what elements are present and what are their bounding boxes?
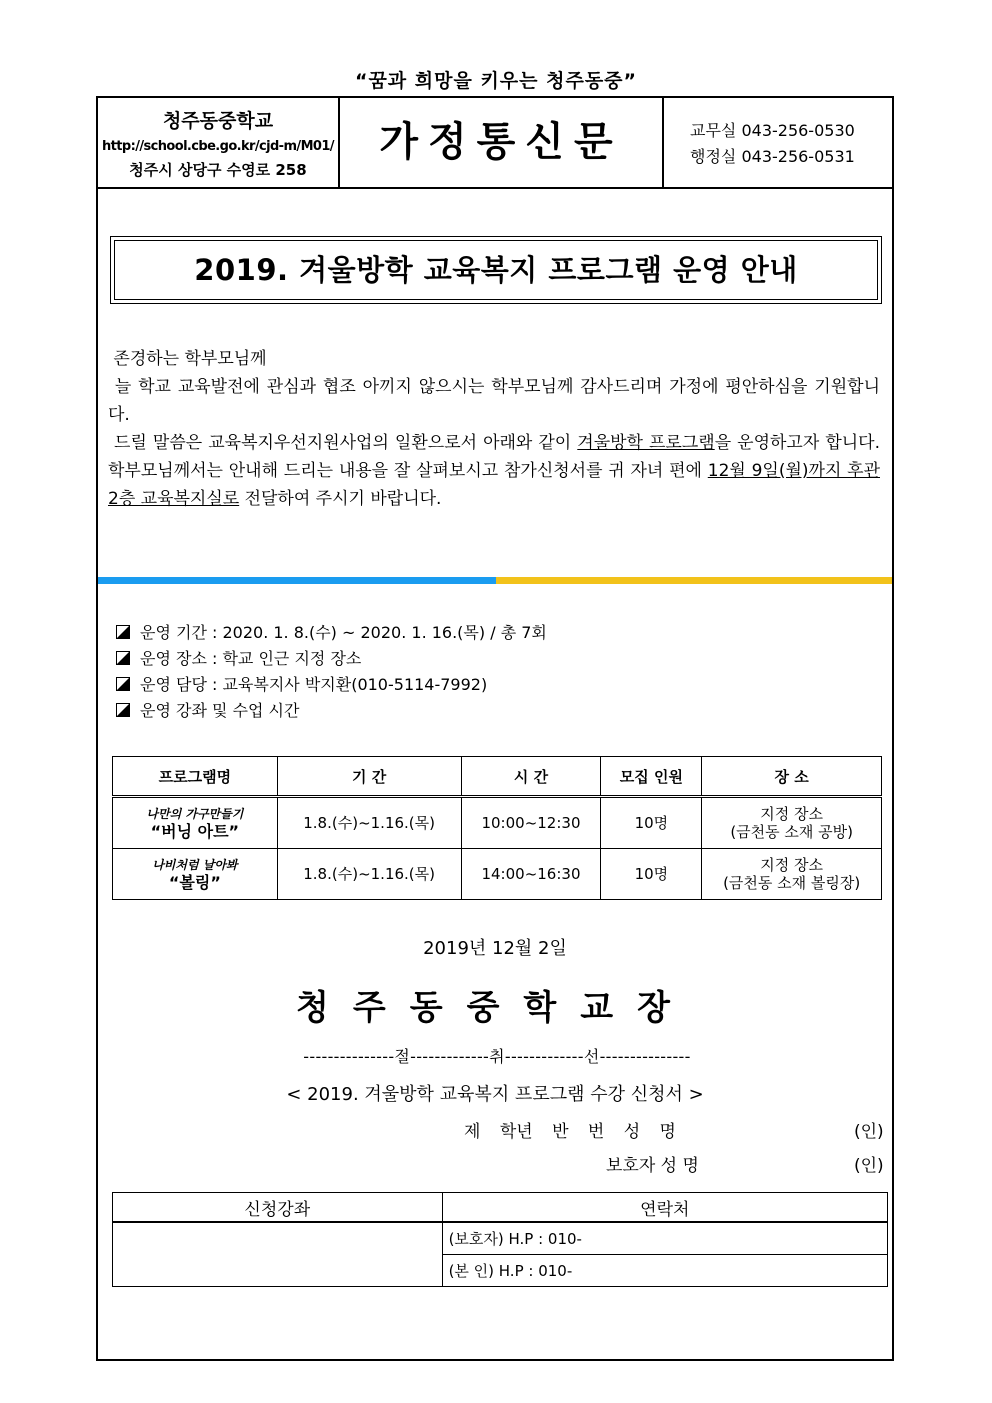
bullet-icon [116, 703, 130, 717]
school-url[interactable]: http://school.cbe.go.kr/cjd-m/M01/ [102, 139, 334, 154]
school-info [98, 98, 340, 187]
bullet-icon [116, 625, 130, 639]
course-input-cell[interactable] [113, 1222, 443, 1287]
principal-signature: 청주동중학교장 [296, 988, 694, 1028]
col-time: 시 간 [461, 757, 601, 797]
notice-title-box [110, 236, 882, 304]
period-cell: 1.8.(수)~1.16.(목) [277, 797, 461, 849]
program-table [112, 756, 882, 900]
time-cell: 10:00~12:30 [461, 797, 601, 849]
info-item: 운영 기간 : 2020. 1. 8.(수) ~ 2020. 1. 16.(목) / 총 7회 [116, 620, 547, 646]
table-row [113, 849, 882, 900]
letter-paragraph-2c: 전달하여 주시기 바랍니다. [239, 489, 442, 509]
highlight-deadline: 12월 9일(월)까지 후관 2층 교육복지실로 [108, 461, 880, 509]
student-name-line[interactable]: 제 학년 반 번 성 명 [464, 1122, 676, 1142]
guardian-seal: (인) [854, 1156, 884, 1176]
contact-academic-office: 교무실 043-256-0530 [690, 121, 855, 140]
col-course: 신청강좌 [113, 1193, 443, 1223]
period-cell: 1.8.(수)~1.16.(목) [277, 849, 461, 900]
application-header-row [113, 1193, 888, 1223]
col-contact: 연락처 [442, 1193, 887, 1223]
info-item: 운영 담당 : 교육복지사 박지환(010-5114-7992) [116, 672, 547, 698]
cut-line: ---------------절-------------취-------------선--------------- [303, 1047, 691, 1066]
slogan: “꿈과 희망을 키우는 청주동중” [354, 70, 638, 92]
highlight-winter-program: 겨울방학 프로그램 [577, 433, 715, 453]
school-name: 청주동중학교 [162, 110, 274, 132]
newsletter-title: 가정통신문 [340, 98, 664, 187]
divider-yellow [496, 577, 892, 584]
time-cell: 14:00~16:30 [461, 849, 601, 900]
col-capacity: 모집 인원 [601, 757, 702, 797]
student-phone-field[interactable]: (본 인) H.P : 010- [442, 1255, 887, 1287]
place-cell: 지정 장소 (금천동 소재 볼링장) [702, 849, 882, 900]
contact-info [690, 118, 855, 170]
letter-paragraph-2a: 드릴 말씀은 교육복지우선지원사업의 일환으로서 아래와 같이 [114, 433, 578, 453]
table-row [113, 797, 882, 849]
greeting: 존경하는 학부모님께 [113, 349, 267, 369]
issue-date: 2019년 12월 2일 [423, 938, 567, 959]
letter-paragraph-2b: 을 운영하고자 합니다. 학부모님께서는 안내해 드리는 내용을 잘 살펴보시고 참가신청서를 귀 자녀 편에 [108, 433, 880, 481]
program-info-list [116, 620, 547, 724]
capacity-cell: 10명 [601, 849, 702, 900]
letter-body [108, 345, 880, 513]
col-program-name: 프로그램명 [113, 757, 278, 797]
divider-blue [98, 577, 496, 584]
capacity-cell: 10명 [601, 797, 702, 849]
student-seal: (인) [854, 1122, 884, 1142]
bullet-icon [116, 651, 130, 665]
application-form-title: < 2019. 겨울방학 교육복지 프로그램 수강 신청서 > [286, 1084, 704, 1105]
col-place: 장 소 [702, 757, 882, 797]
newsletter-header [98, 98, 892, 189]
info-item: 운영 강좌 및 수업 시간 [116, 698, 547, 724]
application-table [112, 1192, 888, 1287]
application-row [113, 1222, 888, 1255]
school-address: 청주시 상당구 수영로 258 [129, 161, 307, 179]
guardian-name-line[interactable]: 보호자 성 명 [606, 1156, 699, 1176]
contact-admin-office: 행정실 043-256-0531 [690, 147, 855, 166]
place-cell: 지정 장소 (금천동 소재 공방) [702, 797, 882, 849]
program-name-cell: 나만의 가구만들기 “버닝 아트” [113, 797, 278, 849]
newsletter-frame [96, 96, 894, 1361]
col-period: 기 간 [277, 757, 461, 797]
notice-title: 2019. 겨울방학 교육복지 프로그램 운영 안내 [114, 240, 878, 300]
table-header-row [113, 757, 882, 797]
letter-paragraph-1: 늘 학교 교육발전에 관심과 협조 아끼지 않으시는 학부모님께 감사드리며 가정에 평안하심을 기원합니다. [108, 377, 880, 425]
guardian-phone-field[interactable]: (보호자) H.P : 010- [442, 1222, 887, 1255]
bullet-icon [116, 677, 130, 691]
program-name-cell: 나비처럼 날아봐 “볼링” [113, 849, 278, 900]
info-item: 운영 장소 : 학교 인근 지정 장소 [116, 646, 547, 672]
